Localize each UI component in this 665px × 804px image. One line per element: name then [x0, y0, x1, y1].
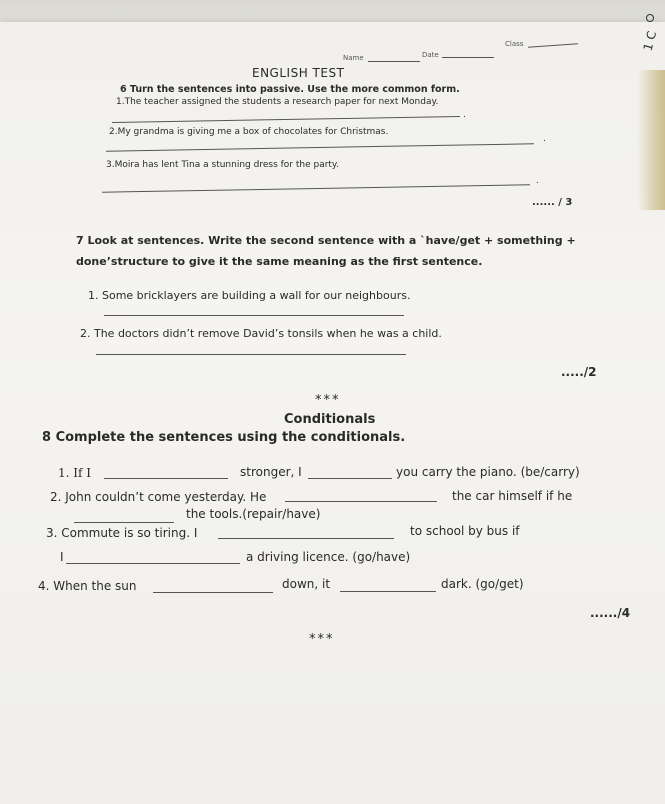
blank-8-3a[interactable] — [218, 538, 394, 539]
name-label: Name — [343, 54, 364, 62]
answer-line-7-2[interactable] — [96, 354, 406, 355]
section7-instruction-line1: 7 Look at sentences. Write the second sentence with a `have/get + something + — [76, 234, 576, 247]
period-mark: . — [536, 176, 539, 186]
section8-item4-start: 4. When the sun — [38, 579, 137, 593]
section6-item-3: 3.Moira has lent Tina a stunning dress for the party. — [106, 160, 339, 170]
answer-line-7-1[interactable] — [104, 315, 404, 316]
date-label: Date — [422, 51, 439, 59]
section6-item-2: 2.My grandma is giving me a box of chocolates for Christmas. — [109, 127, 389, 137]
circle-mark-icon — [646, 14, 654, 22]
divider-stars-bottom: *** — [309, 632, 335, 647]
section8-item3-start: 3. Commute is so tiring. I — [46, 526, 198, 540]
date-blank — [442, 57, 494, 58]
name-blank — [368, 61, 420, 62]
blank-8-2a[interactable] — [285, 501, 437, 502]
section8-item3-end: a driving licence. (go/have) — [246, 550, 411, 564]
section7-item-1: 1. Some bricklayers are building a wall for our neighbours. — [88, 289, 411, 302]
section7-item-2: 2. The doctors didn’t remove David’s tonsils when he was a child. — [80, 327, 442, 340]
section8-item3-pronoun: I — [60, 550, 64, 564]
test-title: ENGLISH TEST — [252, 66, 345, 80]
section8-item1-end: you carry the piano. (be/carry) — [396, 465, 580, 479]
section8-item2-mid: the car himself if he — [452, 489, 573, 503]
section7-instruction-line2: done’structure to give it the same meaning as the first sentence. — [76, 255, 483, 268]
section8-item1-start: 1. If I — [58, 466, 91, 480]
blank-8-1a[interactable] — [104, 478, 228, 479]
section8-item1-mid: stronger, I — [240, 465, 302, 479]
blank-8-1b[interactable] — [308, 478, 392, 479]
period-mark: . — [463, 110, 466, 120]
blank-8-4a[interactable] — [153, 592, 273, 593]
section8-item2-end: the tools.(repair/have) — [186, 507, 321, 521]
period-mark: . — [543, 134, 546, 144]
section6-item-1: 1.The teacher assigned the students a research paper for next Monday. — [116, 97, 439, 107]
section8-item2-start: 2. John couldn’t come yesterday. He — [50, 490, 267, 504]
blank-8-2b[interactable] — [74, 522, 174, 523]
blank-8-3b[interactable] — [66, 563, 240, 564]
corner-text: 1 C — [640, 29, 660, 53]
class-label: Class — [505, 40, 524, 48]
section7-score: ...../2 — [561, 365, 597, 379]
section8-instruction: 8 Complete the sentences using the conditionals. — [42, 430, 406, 445]
conditionals-heading: Conditionals — [284, 412, 376, 427]
section6-instruction: 6 Turn the sentences into passive. Use the more common form. — [120, 84, 460, 95]
section8-score: ....../4 — [590, 606, 631, 620]
paper-shadow-edge — [637, 70, 665, 210]
divider-stars: *** — [315, 393, 341, 408]
section8-item3-mid: to school by bus if — [410, 524, 520, 538]
section8-item4-mid: down, it — [282, 577, 331, 591]
section6-score: ...... / 3 — [532, 197, 573, 208]
blank-8-4b[interactable] — [340, 591, 436, 592]
section8-item4-end: dark. (go/get) — [441, 577, 524, 591]
